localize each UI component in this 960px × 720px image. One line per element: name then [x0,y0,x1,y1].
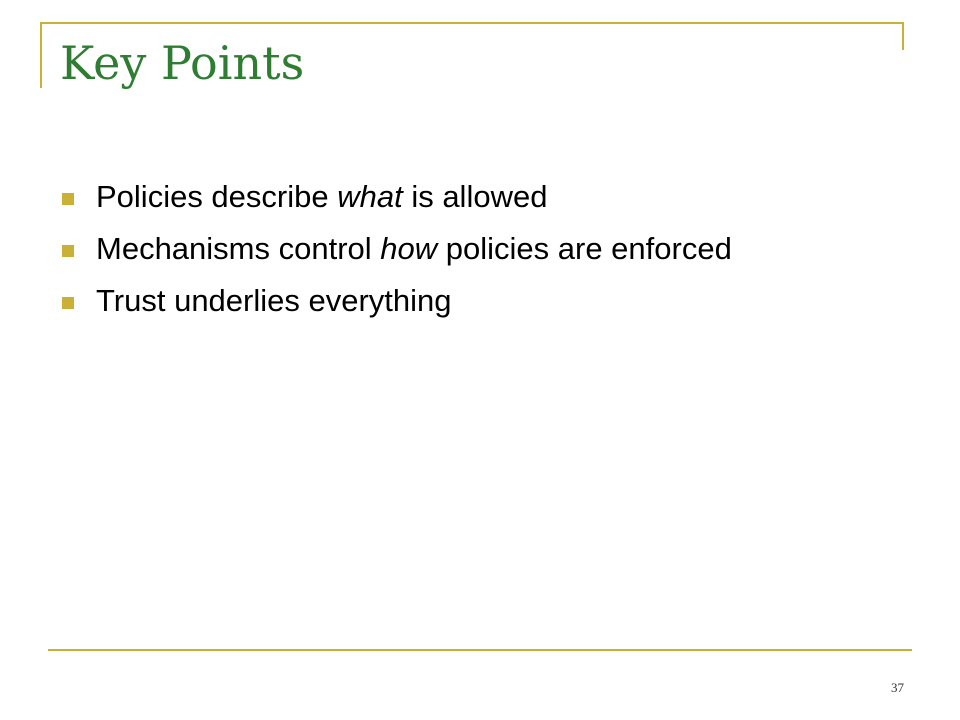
square-bullet-icon [62,297,74,309]
bullet-item [60,282,840,319]
frame-top-line [40,22,904,24]
bullet-item [60,178,840,215]
slide-title: Key Points [60,36,305,90]
bullet-text: Policies describe what is allowed [96,179,548,214]
frame-left-line [40,22,42,88]
bullet-text: Mechanisms control how policies are enforced [96,231,732,266]
page-number: 37 [891,680,904,695]
footer-line [48,649,912,651]
square-bullet-icon [62,193,74,205]
frame-right-line [902,22,904,50]
bullet-list [60,178,840,334]
bullet-item [60,230,840,267]
bullet-text: Trust underlies everything [96,283,452,318]
square-bullet-icon [62,245,74,257]
